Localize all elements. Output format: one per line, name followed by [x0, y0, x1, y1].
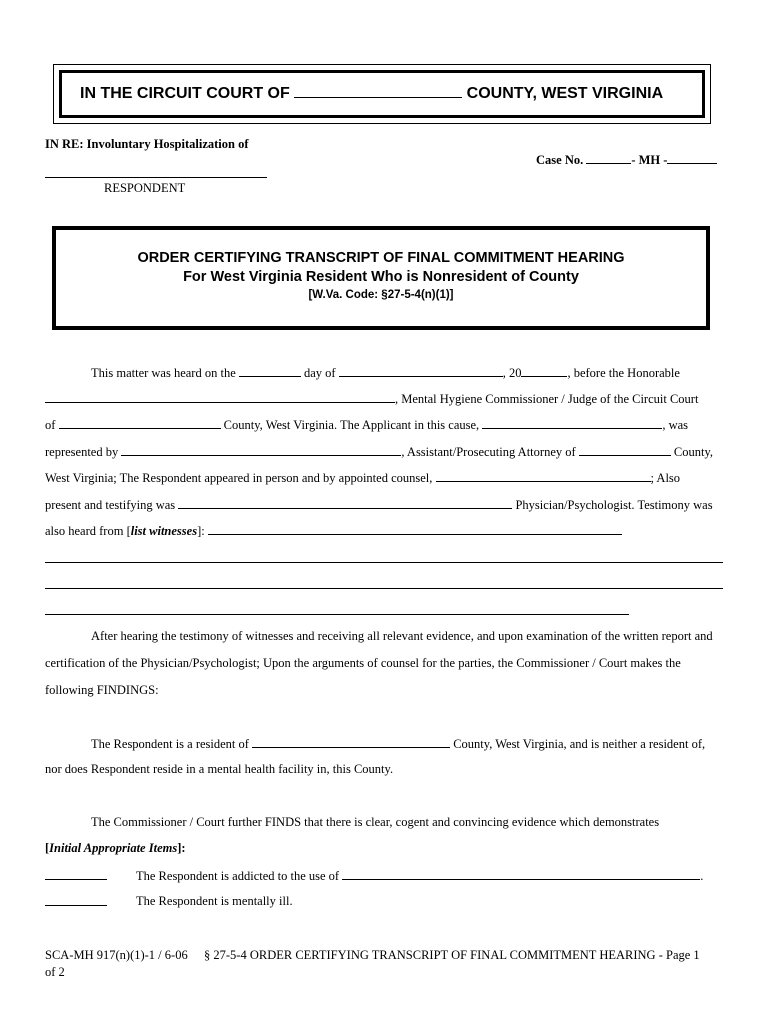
- text-initial-appropriate-items: Initial Appropriate Items: [49, 841, 178, 855]
- footer-title: § 27-5-4 ORDER CERTIFYING TRANSCRIPT OF FINAL COMMITMENT HEARING - Page 1: [204, 948, 700, 962]
- initial-blank-mentally-ill[interactable]: [45, 905, 107, 906]
- case-no-label: Case No.: [536, 153, 584, 167]
- resident-text-2: nor does Respondent reside in a mental health facility in, this County.: [45, 762, 394, 776]
- applicant-name-blank[interactable]: [482, 417, 662, 429]
- court-title: [80, 83, 663, 103]
- text-also-heard-from: also heard from [: [45, 524, 131, 538]
- commissioner-line: [45, 391, 698, 407]
- statute-code: [W.Va. Code: §27-5-4(n)(1)]: [308, 289, 454, 301]
- resident-county-blank[interactable]: [252, 736, 450, 748]
- case-number-line: [536, 152, 717, 168]
- substance-blank[interactable]: [342, 868, 700, 880]
- counsel-name-blank[interactable]: [436, 470, 651, 482]
- text-appointed-counsel: West Virginia; The Respondent appeared in person and by appointed counsel,: [45, 471, 433, 485]
- text-before-honorable: , before the Honorable: [567, 366, 680, 380]
- footer-page-of: of 2: [45, 965, 65, 979]
- text-was: , was: [662, 418, 689, 432]
- physician-line: [45, 497, 713, 513]
- witnesses-line-3[interactable]: [45, 588, 723, 589]
- represented-by-line: [45, 444, 713, 460]
- applicant-line: [45, 417, 688, 433]
- text-commissioner-judge: , Mental Hygiene Commissioner / Judge of the Circuit Court: [395, 392, 699, 406]
- counsel-line: [45, 470, 680, 486]
- text-represented-by: represented by: [45, 445, 119, 459]
- circuit-county-blank[interactable]: [59, 417, 221, 429]
- month-blank[interactable]: [339, 365, 503, 377]
- text-list-witnesses: list witnesses: [130, 524, 198, 538]
- witnesses-blank[interactable]: [208, 523, 622, 535]
- mh-blank[interactable]: [667, 152, 717, 164]
- in-re-label: IN RE: Involuntary Hospitalization of: [45, 137, 249, 151]
- text-applicant: County, West Virginia. The Applicant in this cause,: [223, 418, 480, 432]
- attorney-name-blank[interactable]: [121, 444, 401, 456]
- text-of: of: [45, 418, 56, 432]
- text-county: County,: [673, 445, 714, 459]
- text-neither-resident: County, West Virginia, and is neither a resident of,: [453, 737, 706, 751]
- mh-label: - MH -: [631, 153, 668, 167]
- respondent-name-line[interactable]: [45, 177, 267, 178]
- text-testifying-was: present and testifying was: [45, 498, 176, 512]
- year-blank[interactable]: [521, 365, 567, 377]
- item-mentally-ill: The Respondent is mentally ill.: [136, 894, 293, 908]
- county-blank[interactable]: [294, 83, 462, 98]
- bracket-open: [: [45, 841, 50, 855]
- order-title: ORDER CERTIFYING TRANSCRIPT OF FINAL COMMITMENT HEARING: [137, 250, 625, 266]
- initial-items-label: [45, 841, 186, 856]
- text-colon: ]:: [197, 524, 205, 538]
- footer-form-number: SCA-MH 917(n)(1)-1 / 6-06: [45, 948, 188, 962]
- item-addicted: [136, 868, 703, 884]
- text-period: .: [700, 869, 704, 883]
- findings-text-2: certification of the Physician/Psychologist; Upon the arguments of counsel for the parties, the Commissioner / Court makes the: [45, 656, 681, 670]
- respondent-label: RESPONDENT: [104, 181, 186, 195]
- text-resident-of: The Respondent is a resident of: [91, 737, 249, 751]
- case-no-blank[interactable]: [586, 152, 631, 164]
- day-blank[interactable]: [239, 365, 301, 377]
- attorney-county-blank[interactable]: [579, 444, 671, 456]
- witnesses-line: [45, 523, 622, 539]
- initial-blank-addicted[interactable]: [45, 879, 107, 880]
- court-title-right: COUNTY, WEST VIRGINIA: [466, 85, 664, 102]
- court-title-left: IN THE CIRCUIT COURT OF: [80, 85, 290, 102]
- resident-line: [91, 736, 705, 752]
- text-physician-psychologist: Physician/Psychologist. Testimony was: [515, 498, 713, 512]
- physician-name-blank[interactable]: [178, 497, 512, 509]
- commissioner-name-blank[interactable]: [45, 391, 395, 403]
- bracket-close: ]:: [177, 841, 186, 855]
- witnesses-line-4[interactable]: [45, 614, 629, 615]
- hearing-date-line: [91, 365, 680, 381]
- text-heard-on: This matter was heard on the: [91, 366, 236, 380]
- text-year-prefix: , 20: [502, 366, 522, 380]
- text-prosecuting-attorney: , Assistant/Prosecuting Attorney of: [401, 445, 576, 459]
- order-subtitle: For West Virginia Resident Who is Nonresident of County: [183, 269, 579, 285]
- text-addicted: The Respondent is addicted to the use of: [136, 869, 340, 883]
- findings-text-1: After hearing the testimony of witnesses and receiving all relevant evidence, and upon examination of the written report and: [91, 629, 713, 643]
- witnesses-line-2[interactable]: [45, 562, 723, 563]
- findings-text-3: following FINDINGS:: [45, 683, 159, 697]
- text-also: ; Also: [650, 471, 681, 485]
- text-day-of: day of: [304, 366, 336, 380]
- further-finds-text: The Commissioner / Court further FINDS that there is clear, cogent and convincing evidence which demonstrates: [91, 815, 660, 829]
